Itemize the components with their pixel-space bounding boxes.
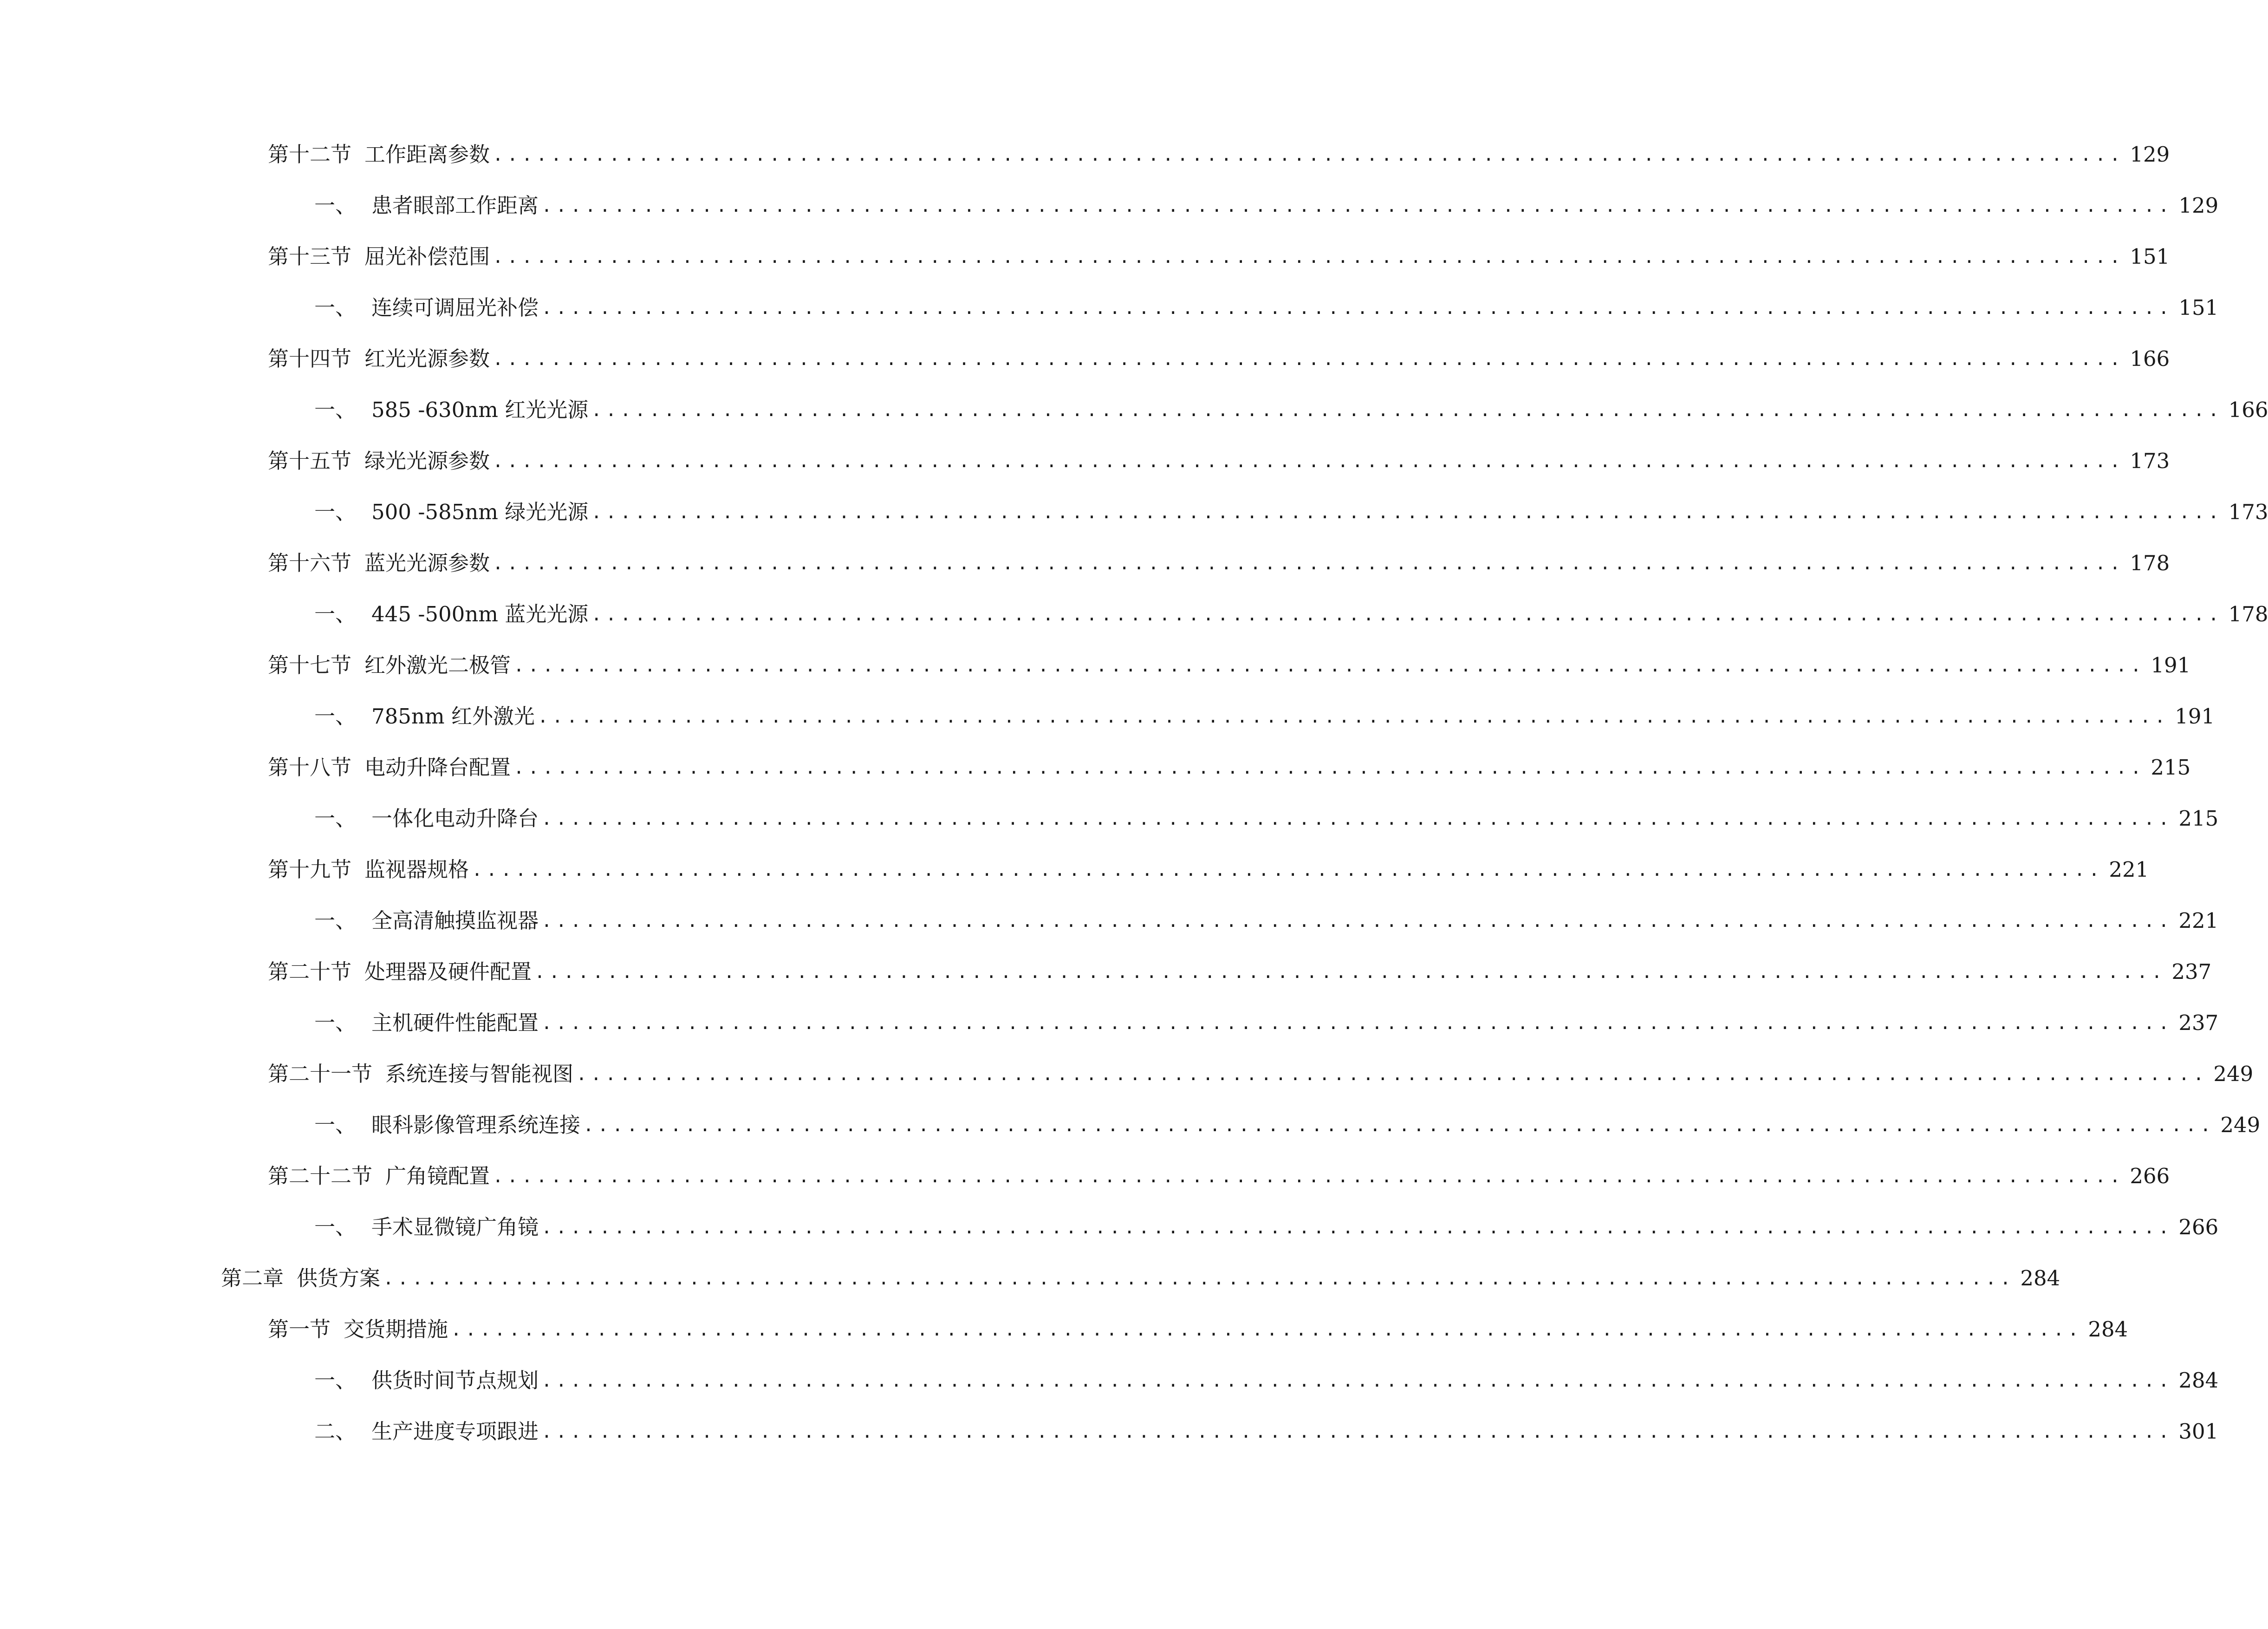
page-number: 178 xyxy=(2228,602,2268,626)
section-number: 一、 xyxy=(314,397,357,422)
page-number: 237 xyxy=(2178,1010,2219,1035)
page-number: 191 xyxy=(2151,653,2191,678)
page-number: 166 xyxy=(2130,346,2170,371)
toc-entry[interactable] xyxy=(268,138,2170,171)
section-number: 第二十节 xyxy=(268,959,352,984)
page-number: 191 xyxy=(2175,704,2215,729)
toc-entry[interactable] xyxy=(314,1211,2219,1244)
entry-title: 全高清触摸监视器 xyxy=(371,908,539,933)
section-number: 一、 xyxy=(314,193,357,218)
page-number: 221 xyxy=(2178,908,2219,933)
entry-title: 手术显微镜广角镜 xyxy=(371,1215,539,1239)
dot-leader: ................................................................................................................ xyxy=(493,1166,2125,1186)
dot-leader: ................................................................................................................ xyxy=(583,1115,2215,1135)
toc-entry[interactable] xyxy=(314,1415,2219,1448)
section-number: 一、 xyxy=(314,500,357,524)
toc-entry[interactable] xyxy=(268,854,2149,886)
toc-entry[interactable] xyxy=(268,241,2170,273)
page-number: 221 xyxy=(2109,857,2149,882)
toc-entry[interactable] xyxy=(314,394,2268,426)
dot-leader: ................................................................................................................ xyxy=(493,144,2125,165)
toc-entry[interactable] xyxy=(314,802,2219,835)
dot-leader: ................................................................................................................ xyxy=(541,1013,2173,1033)
entry-title: 445 -500nm 蓝光光源 xyxy=(371,602,589,626)
toc-entry[interactable] xyxy=(268,343,2170,375)
entry-title: 屈光补偿范围 xyxy=(364,244,490,269)
entry-title: 绿光光源参数 xyxy=(364,449,490,473)
entry-title: 患者眼部工作距离 xyxy=(371,193,539,218)
dot-leader: ................................................................................................................ xyxy=(576,1064,2208,1084)
entry-title: 工作距离参数 xyxy=(364,142,490,167)
dot-leader: ................................................................................................................ xyxy=(541,808,2173,829)
entry-title: 红光光源参数 xyxy=(364,346,490,371)
section-number: 一、 xyxy=(314,908,357,933)
toc-entry[interactable] xyxy=(314,700,2215,733)
dot-leader: ................................................................................................................ xyxy=(541,1421,2173,1442)
toc-entry[interactable] xyxy=(314,1109,2261,1141)
section-number: 第十五节 xyxy=(268,449,352,473)
section-number: 第十八节 xyxy=(268,755,352,780)
dot-leader: ................................................................................................................ xyxy=(541,195,2173,216)
section-number: 一、 xyxy=(314,704,357,729)
dot-leader: ................................................................................................................ xyxy=(472,860,2104,880)
entry-title: 生产进度专项跟进 xyxy=(371,1419,539,1444)
chapter-number: 第二章 xyxy=(221,1266,284,1290)
section-number: 第十三节 xyxy=(268,244,352,269)
toc-entry[interactable] xyxy=(268,1160,2170,1192)
toc-entry[interactable] xyxy=(314,292,2219,324)
entry-title: 供货方案 xyxy=(297,1266,381,1290)
dot-leader: ................................................................................................................ xyxy=(493,349,2125,369)
entry-title: 交货期措施 xyxy=(344,1317,448,1342)
entry-title: 一体化电动升降台 xyxy=(371,806,539,831)
page-number: 173 xyxy=(2228,500,2268,524)
page-number: 249 xyxy=(2220,1113,2261,1137)
toc-entry[interactable] xyxy=(268,445,2170,477)
dot-leader: ................................................................................................................ xyxy=(451,1319,2083,1340)
page-number: 284 xyxy=(2020,1266,2060,1290)
section-number: 第十七节 xyxy=(268,653,352,678)
entry-title: 监视器规格 xyxy=(364,857,469,882)
dot-leader: ................................................................................................................ xyxy=(591,400,2223,420)
entry-title: 眼科影像管理系统连接 xyxy=(371,1113,581,1137)
entry-title: 电动升降台配置 xyxy=(364,755,511,780)
dot-leader: ................................................................................................................ xyxy=(534,962,2166,982)
section-number: 第十二节 xyxy=(268,142,352,167)
dot-leader: ................................................................................................................ xyxy=(541,1370,2173,1391)
section-number: 第十九节 xyxy=(268,857,352,882)
toc-entry[interactable] xyxy=(314,598,2268,631)
section-number: 一、 xyxy=(314,1010,357,1035)
section-number: 一、 xyxy=(314,1368,357,1393)
page-number: 129 xyxy=(2130,142,2170,167)
dot-leader: ................................................................................................................ xyxy=(591,604,2223,625)
section-number: 第十六节 xyxy=(268,551,352,575)
section-number: 一、 xyxy=(314,1215,357,1239)
toc-entry[interactable] xyxy=(314,189,2219,222)
page-number: 237 xyxy=(2171,959,2212,984)
section-number: 一、 xyxy=(314,602,357,626)
toc-entry[interactable] xyxy=(268,1058,2254,1090)
dot-leader: ................................................................................................................ xyxy=(541,911,2173,931)
dot-leader: ................................................................................................................ xyxy=(513,655,2145,676)
page-number: 215 xyxy=(2151,755,2191,780)
dot-leader: ................................................................................................................ xyxy=(493,451,2125,471)
entry-title: 系统连接与智能视图 xyxy=(385,1062,574,1086)
dot-leader: ................................................................................................................ xyxy=(591,502,2223,522)
toc-entry[interactable] xyxy=(314,1007,2219,1039)
dot-leader: ................................................................................................................ xyxy=(493,553,2125,573)
section-number: 二、 xyxy=(314,1419,357,1444)
toc-entry[interactable] xyxy=(314,1364,2219,1397)
toc-entry[interactable] xyxy=(268,751,2191,784)
page-number: 173 xyxy=(2130,449,2170,473)
page-number: 266 xyxy=(2178,1215,2219,1239)
entry-title: 主机硬件性能配置 xyxy=(371,1010,539,1035)
toc-entry[interactable] xyxy=(268,649,2191,682)
page-number: 284 xyxy=(2088,1317,2128,1342)
page-number: 249 xyxy=(2213,1062,2254,1086)
entry-title: 蓝光光源参数 xyxy=(364,551,490,575)
page-number: 151 xyxy=(2178,295,2219,320)
entry-title: 连续可调屈光补偿 xyxy=(371,295,539,320)
toc-entry[interactable] xyxy=(221,1262,2060,1295)
toc-entry[interactable] xyxy=(268,1313,2128,1346)
entry-title: 处理器及硬件配置 xyxy=(364,959,532,984)
entry-title: 红外激光二极管 xyxy=(364,653,511,678)
dot-leader: ................................................................................................................ xyxy=(541,1217,2173,1238)
entry-title: 广角镜配置 xyxy=(385,1164,490,1188)
section-number: 第十四节 xyxy=(268,346,352,371)
section-number: 第一节 xyxy=(268,1317,331,1342)
page-number: 266 xyxy=(2130,1164,2170,1188)
section-number: 一、 xyxy=(314,1113,357,1137)
entry-title: 500 -585nm 绿光光源 xyxy=(371,500,589,524)
page-number: 215 xyxy=(2178,806,2219,831)
entry-title: 供货时间节点规划 xyxy=(371,1368,539,1393)
entry-title: 585 -630nm 红光光源 xyxy=(371,397,589,422)
section-number: 一、 xyxy=(314,806,357,831)
dot-leader: ................................................................................................................ xyxy=(493,247,2125,267)
section-number: 一、 xyxy=(314,295,357,320)
dot-leader: ................................................................................................................ xyxy=(513,757,2145,778)
toc-entry[interactable] xyxy=(314,905,2219,937)
page-number: 151 xyxy=(2130,244,2170,269)
page-number: 301 xyxy=(2178,1419,2219,1444)
dot-leader: ................................................................................................................ xyxy=(383,1268,2015,1289)
section-number: 第二十二节 xyxy=(268,1164,373,1188)
dot-leader: ................................................................................................................ xyxy=(537,706,2170,727)
entry-title: 785nm 红外激光 xyxy=(371,704,535,729)
section-number: 第二十一节 xyxy=(268,1062,373,1086)
toc-entry[interactable] xyxy=(268,956,2212,988)
page-number: 284 xyxy=(2178,1368,2219,1393)
dot-leader: ................................................................................................................ xyxy=(541,298,2173,318)
page-number: 178 xyxy=(2130,551,2170,575)
toc-entry[interactable] xyxy=(314,496,2268,528)
page-number: 166 xyxy=(2228,397,2268,422)
toc-entry[interactable] xyxy=(268,547,2170,580)
page-number: 129 xyxy=(2178,193,2219,218)
